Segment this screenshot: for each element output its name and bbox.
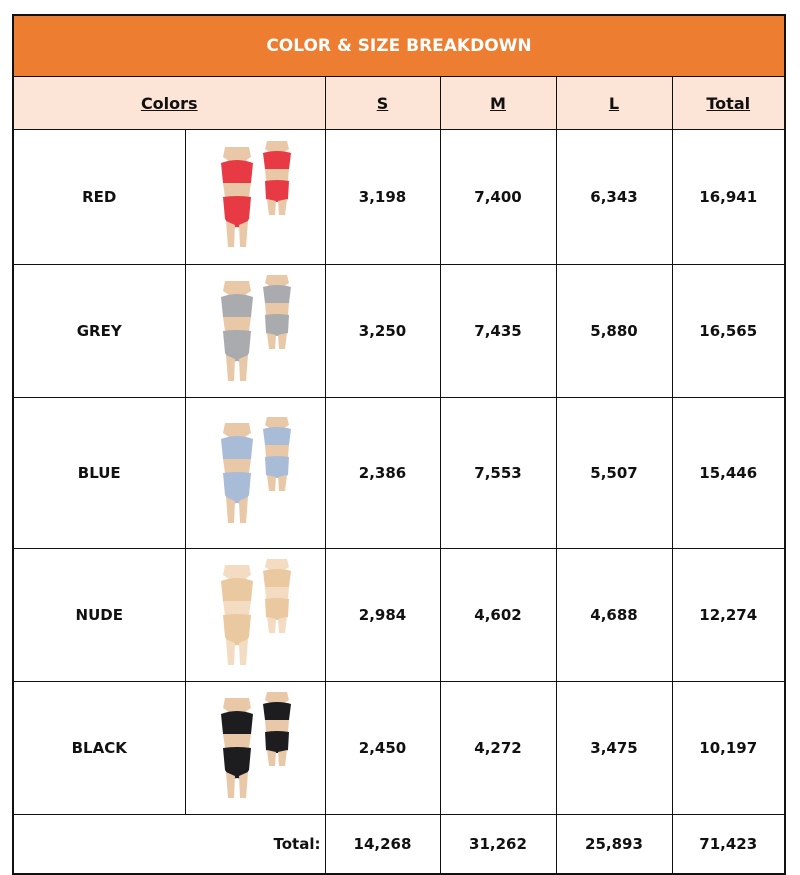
header-l: L xyxy=(556,77,672,130)
table-row-black xyxy=(14,682,784,815)
totals-label: Total: xyxy=(14,815,325,874)
size-l-value: 3,475 xyxy=(556,682,672,815)
product-image-cell xyxy=(185,398,325,549)
row-total-value: 10,197 xyxy=(672,682,784,815)
table-row-blue xyxy=(14,398,784,549)
totals-row xyxy=(14,815,784,874)
color-name: BLUE xyxy=(14,398,185,549)
breakdown-sheet xyxy=(12,14,786,875)
lingerie-product-image xyxy=(205,409,305,533)
lingerie-product-image xyxy=(205,555,305,671)
color-name: RED xyxy=(14,130,185,265)
grand-total-value: 71,423 xyxy=(672,815,784,874)
total-s-value: 14,268 xyxy=(325,815,440,874)
color-name: BLACK xyxy=(14,682,185,815)
table-row-nude xyxy=(14,549,784,682)
table-row-grey xyxy=(14,265,784,398)
table-title: COLOR & SIZE BREAKDOWN xyxy=(14,16,784,77)
lingerie-product-image xyxy=(205,137,305,253)
size-m-value: 7,400 xyxy=(440,130,556,265)
header-total: Total xyxy=(672,77,784,130)
size-m-value: 4,272 xyxy=(440,682,556,815)
color-name: NUDE xyxy=(14,549,185,682)
size-m-value: 4,602 xyxy=(440,549,556,682)
breakdown-table xyxy=(14,77,784,873)
table-row-red xyxy=(14,130,784,265)
color-name: GREY xyxy=(14,265,185,398)
row-total-value: 12,274 xyxy=(672,549,784,682)
row-total-value: 15,446 xyxy=(672,398,784,549)
product-image-cell xyxy=(185,549,325,682)
total-m-value: 31,262 xyxy=(440,815,556,874)
size-s-value: 3,198 xyxy=(325,130,440,265)
product-image-cell xyxy=(185,682,325,815)
lingerie-product-image xyxy=(205,688,305,804)
lingerie-product-image xyxy=(205,271,305,387)
total-l-value: 25,893 xyxy=(556,815,672,874)
row-total-value: 16,941 xyxy=(672,130,784,265)
product-image-cell xyxy=(185,130,325,265)
size-m-value: 7,553 xyxy=(440,398,556,549)
size-l-value: 6,343 xyxy=(556,130,672,265)
header-row xyxy=(14,77,784,130)
header-m: M xyxy=(440,77,556,130)
size-s-value: 3,250 xyxy=(325,265,440,398)
size-l-value: 4,688 xyxy=(556,549,672,682)
size-s-value: 2,984 xyxy=(325,549,440,682)
header-colors: Colors xyxy=(14,77,325,130)
size-m-value: 7,435 xyxy=(440,265,556,398)
size-l-value: 5,507 xyxy=(556,398,672,549)
size-l-value: 5,880 xyxy=(556,265,672,398)
header-s: S xyxy=(325,77,440,130)
size-s-value: 2,386 xyxy=(325,398,440,549)
row-total-value: 16,565 xyxy=(672,265,784,398)
product-image-cell xyxy=(185,265,325,398)
size-s-value: 2,450 xyxy=(325,682,440,815)
